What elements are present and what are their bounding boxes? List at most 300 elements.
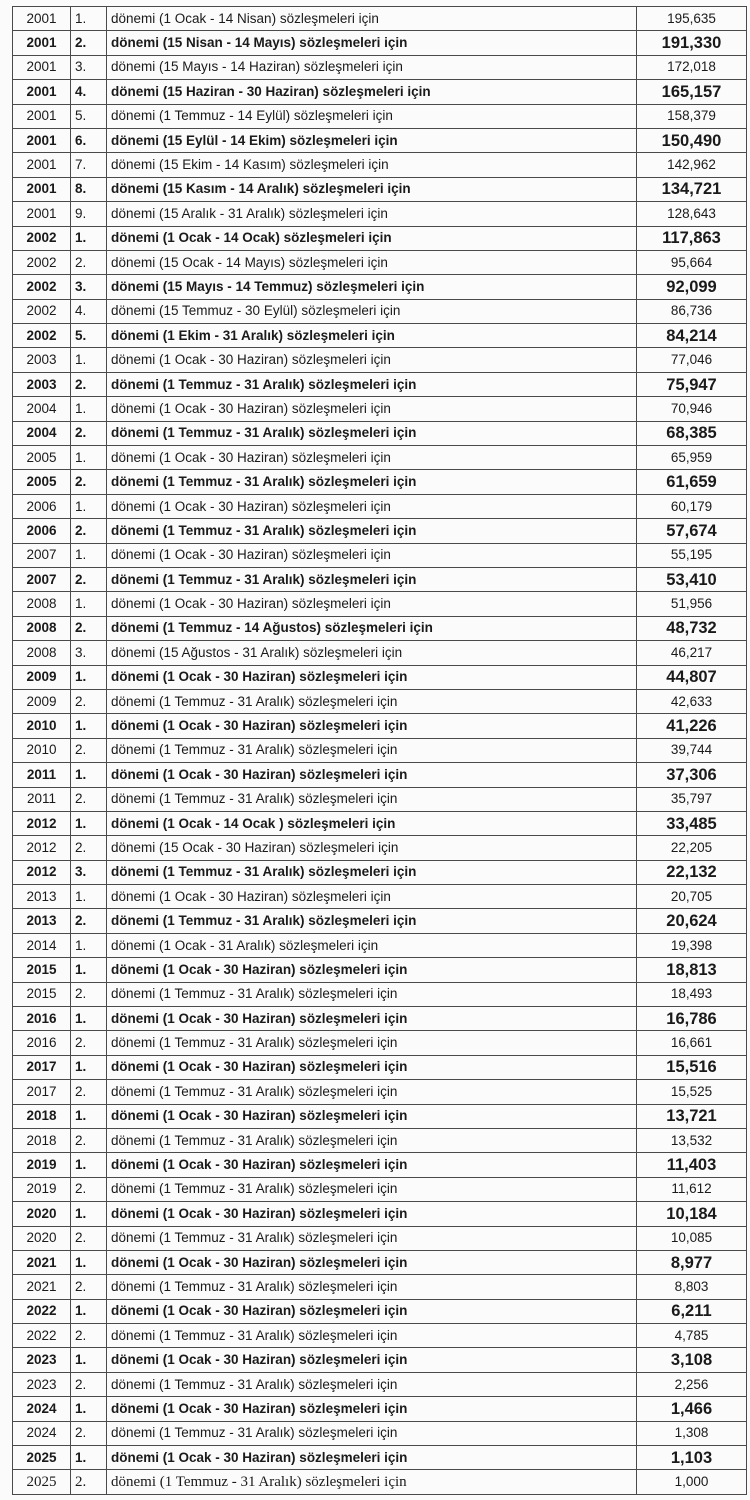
value-cell: 18,493 (637, 982, 747, 1006)
value-cell: 19,398 (637, 933, 747, 957)
period-number-cell: 2. (71, 1324, 107, 1348)
value-cell: 8,803 (637, 1275, 747, 1299)
table-row (13, 616, 747, 640)
period-number-cell: 1. (71, 714, 107, 738)
table-row (13, 250, 747, 274)
period-description-cell: dönemi (1 Ocak - 30 Haziran) sözleşmeleri için (107, 1299, 637, 1323)
period-description-cell: dönemi (1 Temmuz - 31 Aralık) sözleşmeleri için (107, 982, 637, 1006)
year-cell: 2008 (13, 592, 71, 616)
table-row (13, 763, 747, 787)
period-number-cell: 1. (71, 1202, 107, 1226)
period-description-cell: dönemi (1 Temmuz - 31 Aralık) sözleşmeleri için (107, 787, 637, 811)
table-row (13, 80, 747, 104)
period-description-cell: dönemi (1 Ocak - 30 Haziran) sözleşmeleri için (107, 1202, 637, 1226)
year-cell: 2019 (13, 1177, 71, 1201)
period-number-cell: 2. (71, 1080, 107, 1104)
value-cell: 1,000 (637, 1470, 747, 1494)
period-description-cell: dönemi (1 Ocak - 30 Haziran) sözleşmeleri için (107, 494, 637, 518)
period-description-cell: dönemi (1 Ocak - 14 Ocak) sözleşmeleri için (107, 226, 637, 250)
value-cell: 41,226 (637, 714, 747, 738)
table-row (13, 202, 747, 226)
table-row (13, 1007, 747, 1031)
period-number-cell: 2. (71, 470, 107, 494)
period-description-cell: dönemi (1 Ocak - 30 Haziran) sözleşmeleri için (107, 1397, 637, 1421)
year-cell: 2018 (13, 1128, 71, 1152)
table-row (13, 1177, 747, 1201)
period-number-cell: 1. (71, 1250, 107, 1274)
period-description-cell: dönemi (15 Kasım - 14 Aralık) sözleşmeleri için (107, 177, 637, 201)
period-description-cell: dönemi (1 Ocak - 14 Ocak ) sözleşmeleri için (107, 811, 637, 835)
period-number-cell: 1. (71, 1446, 107, 1470)
period-description-cell: dönemi (1 Ekim - 31 Aralık) sözleşmeleri için (107, 324, 637, 348)
period-number-cell: 2. (71, 689, 107, 713)
value-cell: 117,863 (637, 226, 747, 250)
value-cell: 95,664 (637, 250, 747, 274)
value-cell: 37,306 (637, 763, 747, 787)
period-description-cell: dönemi (1 Temmuz - 31 Aralık) sözleşmeleri için (107, 1031, 637, 1055)
year-cell: 2020 (13, 1202, 71, 1226)
period-number-cell: 1. (71, 1397, 107, 1421)
table-row (13, 836, 747, 860)
table-row (13, 543, 747, 567)
year-cell: 2017 (13, 1080, 71, 1104)
year-cell: 2013 (13, 885, 71, 909)
period-description-cell: dönemi (1 Temmuz - 31 Aralık) sözleşmeleri için (107, 909, 637, 933)
year-cell: 2025 (13, 1470, 71, 1494)
period-description-cell: dönemi (1 Ocak - 30 Haziran) sözleşmeleri için (107, 397, 637, 421)
period-number-cell: 3. (71, 55, 107, 79)
period-number-cell: 1. (71, 446, 107, 470)
year-cell: 2002 (13, 250, 71, 274)
value-cell: 13,721 (637, 1104, 747, 1128)
period-description-cell: dönemi (1 Temmuz - 31 Aralık) sözleşmeleri için (107, 1372, 637, 1396)
period-description-cell: dönemi (1 Ocak - 31 Aralık) sözleşmeleri için (107, 933, 637, 957)
period-number-cell: 1. (71, 1299, 107, 1323)
period-description-cell: dönemi (1 Ocak - 30 Haziran) sözleşmeleri için (107, 1055, 637, 1079)
period-description-cell: dönemi (1 Temmuz - 31 Aralık) sözleşmeleri için (107, 470, 637, 494)
value-cell: 128,643 (637, 202, 747, 226)
period-description-cell: dönemi (15 Ekim - 14 Kasım) sözleşmeleri için (107, 153, 637, 177)
year-cell: 2007 (13, 567, 71, 591)
table-row (13, 1397, 747, 1421)
value-cell: 165,157 (637, 80, 747, 104)
period-number-cell: 1. (71, 885, 107, 909)
period-number-cell: 1. (71, 1104, 107, 1128)
period-number-cell: 1. (71, 933, 107, 957)
value-cell: 15,525 (637, 1080, 747, 1104)
period-description-cell: dönemi (1 Temmuz - 31 Aralık) sözleşmeleri için (107, 567, 637, 591)
year-cell: 2011 (13, 787, 71, 811)
period-number-cell: 1. (71, 397, 107, 421)
year-cell: 2008 (13, 641, 71, 665)
year-cell: 2004 (13, 397, 71, 421)
value-cell: 2,256 (637, 1372, 747, 1396)
value-cell: 20,624 (637, 909, 747, 933)
period-number-cell: 1. (71, 543, 107, 567)
period-number-cell: 1. (71, 1153, 107, 1177)
value-cell: 86,736 (637, 299, 747, 323)
table-row (13, 811, 747, 835)
table-row (13, 128, 747, 152)
table-row (13, 1446, 747, 1470)
value-cell: 158,379 (637, 104, 747, 128)
year-cell: 2024 (13, 1397, 71, 1421)
year-cell: 2012 (13, 836, 71, 860)
period-description-cell: dönemi (15 Temmuz - 30 Eylül) sözleşmeleri için (107, 299, 637, 323)
value-cell: 20,705 (637, 885, 747, 909)
period-description-cell: dönemi (1 Temmuz - 31 Aralık) sözleşmeleri için (107, 1470, 637, 1494)
period-description-cell: dönemi (1 Ocak - 30 Haziran) sözleşmeleri için (107, 1348, 637, 1372)
period-description-cell: dönemi (15 Haziran - 30 Haziran) sözleşmeleri için (107, 80, 637, 104)
table-row (13, 933, 747, 957)
period-number-cell: 2. (71, 738, 107, 762)
period-description-cell: dönemi (1 Temmuz - 31 Aralık) sözleşmeleri için (107, 1128, 637, 1152)
table-row (13, 1275, 747, 1299)
table-row (13, 787, 747, 811)
period-description-cell: dönemi (1 Temmuz - 14 Eylül) sözleşmeleri için (107, 104, 637, 128)
table-row (13, 1202, 747, 1226)
table-row (13, 860, 747, 884)
table-row (13, 1348, 747, 1372)
year-cell: 2017 (13, 1055, 71, 1079)
period-description-cell: dönemi (1 Ocak - 30 Haziran) sözleşmeleri için (107, 446, 637, 470)
value-cell: 51,956 (637, 592, 747, 616)
period-number-cell: 1. (71, 958, 107, 982)
period-description-cell: dönemi (1 Temmuz - 31 Aralık) sözleşmeleri için (107, 421, 637, 445)
value-cell: 4,785 (637, 1324, 747, 1348)
value-cell: 77,046 (637, 348, 747, 372)
period-description-cell: dönemi (15 Ocak - 30 Haziran) sözleşmeleri için (107, 836, 637, 860)
period-description-cell: dönemi (1 Temmuz - 31 Aralık) sözleşmeleri için (107, 738, 637, 762)
period-number-cell: 1. (71, 1348, 107, 1372)
year-cell: 2001 (13, 80, 71, 104)
year-cell: 2008 (13, 616, 71, 640)
period-description-cell: dönemi (1 Ocak - 30 Haziran) sözleşmeleri için (107, 348, 637, 372)
period-number-cell: 7. (71, 153, 107, 177)
period-description-cell: dönemi (15 Ağustos - 31 Aralık) sözleşmeleri için (107, 641, 637, 665)
year-cell: 2001 (13, 7, 71, 31)
rate-table (12, 6, 747, 1495)
table-row (13, 1372, 747, 1396)
value-cell: 11,403 (637, 1153, 747, 1177)
year-cell: 2021 (13, 1275, 71, 1299)
period-description-cell: dönemi (1 Ocak - 30 Haziran) sözleşmeleri için (107, 543, 637, 567)
period-number-cell: 2. (71, 31, 107, 55)
period-number-cell: 1. (71, 763, 107, 787)
year-cell: 2001 (13, 153, 71, 177)
value-cell: 16,661 (637, 1031, 747, 1055)
year-cell: 2001 (13, 128, 71, 152)
year-cell: 2004 (13, 421, 71, 445)
table-row (13, 909, 747, 933)
year-cell: 2003 (13, 348, 71, 372)
period-number-cell: 1. (71, 1055, 107, 1079)
year-cell: 2018 (13, 1104, 71, 1128)
rate-table-body (13, 7, 747, 1495)
table-row (13, 324, 747, 348)
period-number-cell: 2. (71, 982, 107, 1006)
value-cell: 92,099 (637, 275, 747, 299)
value-cell: 6,211 (637, 1299, 747, 1323)
year-cell: 2023 (13, 1348, 71, 1372)
table-row (13, 153, 747, 177)
value-cell: 172,018 (637, 55, 747, 79)
value-cell: 55,195 (637, 543, 747, 567)
period-number-cell: 1. (71, 7, 107, 31)
table-row (13, 982, 747, 1006)
period-description-cell: dönemi (1 Temmuz - 31 Aralık) sözleşmeleri için (107, 1177, 637, 1201)
value-cell: 42,633 (637, 689, 747, 713)
period-number-cell: 2. (71, 1226, 107, 1250)
period-description-cell: dönemi (1 Temmuz - 31 Aralık) sözleşmeleri için (107, 372, 637, 396)
table-row (13, 226, 747, 250)
table-row (13, 1104, 747, 1128)
period-number-cell: 4. (71, 80, 107, 104)
table-row (13, 55, 747, 79)
table-row (13, 592, 747, 616)
value-cell: 22,205 (637, 836, 747, 860)
value-cell: 61,659 (637, 470, 747, 494)
value-cell: 8,977 (637, 1250, 747, 1274)
period-description-cell: dönemi (1 Ocak - 30 Haziran) sözleşmeleri için (107, 714, 637, 738)
table-row (13, 1250, 747, 1274)
period-number-cell: 2. (71, 1128, 107, 1152)
table-row (13, 31, 747, 55)
value-cell: 53,410 (637, 567, 747, 591)
year-cell: 2002 (13, 226, 71, 250)
table-row (13, 1153, 747, 1177)
table-row (13, 641, 747, 665)
value-cell: 22,132 (637, 860, 747, 884)
value-cell: 150,490 (637, 128, 747, 152)
year-cell: 2005 (13, 446, 71, 470)
value-cell: 3,108 (637, 1348, 747, 1372)
table-row (13, 470, 747, 494)
table-row (13, 7, 747, 31)
table-row (13, 348, 747, 372)
period-number-cell: 2. (71, 567, 107, 591)
value-cell: 191,330 (637, 31, 747, 55)
year-cell: 2025 (13, 1446, 71, 1470)
period-description-cell: dönemi (1 Temmuz - 31 Aralık) sözleşmeleri için (107, 1421, 637, 1445)
year-cell: 2012 (13, 811, 71, 835)
table-row (13, 446, 747, 470)
table-row (13, 1299, 747, 1323)
period-description-cell: dönemi (1 Temmuz - 31 Aralık) sözleşmeleri için (107, 1226, 637, 1250)
value-cell: 35,797 (637, 787, 747, 811)
period-description-cell: dönemi (1 Ocak - 14 Nisan) sözleşmeleri için (107, 7, 637, 31)
period-number-cell: 2. (71, 1177, 107, 1201)
year-cell: 2021 (13, 1250, 71, 1274)
year-cell: 2012 (13, 860, 71, 884)
period-description-cell: dönemi (1 Ocak - 30 Haziran) sözleşmeleri için (107, 1007, 637, 1031)
period-description-cell: dönemi (1 Ocak - 30 Haziran) sözleşmeleri için (107, 665, 637, 689)
period-description-cell: dönemi (15 Ocak - 14 Mayıs) sözleşmeleri için (107, 250, 637, 274)
value-cell: 70,946 (637, 397, 747, 421)
period-number-cell: 2. (71, 616, 107, 640)
value-cell: 195,635 (637, 7, 747, 31)
table-row (13, 567, 747, 591)
period-number-cell: 1. (71, 226, 107, 250)
value-cell: 39,744 (637, 738, 747, 762)
year-cell: 2007 (13, 543, 71, 567)
table-row (13, 1080, 747, 1104)
table-row (13, 1324, 747, 1348)
table-row (13, 1128, 747, 1152)
period-number-cell: 1. (71, 592, 107, 616)
period-number-cell: 3. (71, 641, 107, 665)
period-number-cell: 2. (71, 250, 107, 274)
table-row (13, 372, 747, 396)
period-number-cell: 1. (71, 494, 107, 518)
period-number-cell: 1. (71, 348, 107, 372)
period-description-cell: dönemi (1 Temmuz - 31 Aralık) sözleşmeleri için (107, 519, 637, 543)
period-description-cell: dönemi (1 Temmuz - 31 Aralık) sözleşmeleri için (107, 689, 637, 713)
year-cell: 2009 (13, 665, 71, 689)
year-cell: 2015 (13, 958, 71, 982)
table-row (13, 275, 747, 299)
year-cell: 2011 (13, 763, 71, 787)
table-row (13, 104, 747, 128)
year-cell: 2006 (13, 519, 71, 543)
table-row (13, 299, 747, 323)
year-cell: 2010 (13, 738, 71, 762)
year-cell: 2001 (13, 202, 71, 226)
period-description-cell: dönemi (1 Temmuz - 14 Ağustos) sözleşmeleri için (107, 616, 637, 640)
value-cell: 18,813 (637, 958, 747, 982)
period-number-cell: 2. (71, 909, 107, 933)
period-number-cell: 2. (71, 372, 107, 396)
year-cell: 2020 (13, 1226, 71, 1250)
value-cell: 65,959 (637, 446, 747, 470)
period-description-cell: dönemi (1 Ocak - 30 Haziran) sözleşmeleri için (107, 1104, 637, 1128)
table-row (13, 1470, 747, 1494)
period-number-cell: 2. (71, 1372, 107, 1396)
period-number-cell: 2. (71, 1031, 107, 1055)
period-description-cell: dönemi (15 Nisan - 14 Mayıs) sözleşmeleri için (107, 31, 637, 55)
table-row (13, 177, 747, 201)
year-cell: 2002 (13, 275, 71, 299)
table-row (13, 494, 747, 518)
period-number-cell: 2. (71, 421, 107, 445)
table-row (13, 714, 747, 738)
period-number-cell: 2. (71, 1421, 107, 1445)
table-row (13, 738, 747, 762)
year-cell: 2015 (13, 982, 71, 1006)
table-row (13, 519, 747, 543)
year-cell: 2023 (13, 1372, 71, 1396)
year-cell: 2001 (13, 31, 71, 55)
year-cell: 2003 (13, 372, 71, 396)
period-number-cell: 2. (71, 519, 107, 543)
period-description-cell: dönemi (1 Ocak - 30 Haziran) sözleşmeleri için (107, 763, 637, 787)
value-cell: 11,612 (637, 1177, 747, 1201)
period-description-cell: dönemi (1 Ocak - 30 Haziran) sözleşmeleri için (107, 1446, 637, 1470)
value-cell: 60,179 (637, 494, 747, 518)
year-cell: 2001 (13, 177, 71, 201)
period-description-cell: dönemi (15 Eylül - 14 Ekim) sözleşmeleri için (107, 128, 637, 152)
value-cell: 142,962 (637, 153, 747, 177)
year-cell: 2005 (13, 470, 71, 494)
period-number-cell: 5. (71, 104, 107, 128)
period-number-cell: 2. (71, 1275, 107, 1299)
period-description-cell: dönemi (1 Temmuz - 31 Aralık) sözleşmeleri için (107, 1324, 637, 1348)
year-cell: 2014 (13, 933, 71, 957)
value-cell: 46,217 (637, 641, 747, 665)
value-cell: 84,214 (637, 324, 747, 348)
period-number-cell: 3. (71, 860, 107, 884)
period-number-cell: 9. (71, 202, 107, 226)
value-cell: 44,807 (637, 665, 747, 689)
year-cell: 2016 (13, 1007, 71, 1031)
table-row (13, 1031, 747, 1055)
value-cell: 134,721 (637, 177, 747, 201)
period-number-cell: 2. (71, 836, 107, 860)
period-number-cell: 5. (71, 324, 107, 348)
period-description-cell: dönemi (1 Temmuz - 31 Aralık) sözleşmeleri için (107, 1080, 637, 1104)
value-cell: 48,732 (637, 616, 747, 640)
period-description-cell: dönemi (1 Temmuz - 31 Aralık) sözleşmeleri için (107, 860, 637, 884)
value-cell: 10,184 (637, 1202, 747, 1226)
period-description-cell: dönemi (15 Mayıs - 14 Haziran) sözleşmeleri için (107, 55, 637, 79)
period-description-cell: dönemi (1 Ocak - 30 Haziran) sözleşmeleri için (107, 1153, 637, 1177)
period-number-cell: 2. (71, 1470, 107, 1494)
period-description-cell: dönemi (1 Ocak - 30 Haziran) sözleşmeleri için (107, 958, 637, 982)
year-cell: 2022 (13, 1299, 71, 1323)
table-row (13, 958, 747, 982)
period-number-cell: 4. (71, 299, 107, 323)
value-cell: 75,947 (637, 372, 747, 396)
period-description-cell: dönemi (15 Mayıs - 14 Temmuz) sözleşmeleri için (107, 275, 637, 299)
value-cell: 57,674 (637, 519, 747, 543)
table-row (13, 1421, 747, 1445)
value-cell: 13,532 (637, 1128, 747, 1152)
period-number-cell: 1. (71, 1007, 107, 1031)
table-row (13, 885, 747, 909)
year-cell: 2002 (13, 299, 71, 323)
year-cell: 2006 (13, 494, 71, 518)
table-row (13, 665, 747, 689)
table-row (13, 689, 747, 713)
year-cell: 2010 (13, 714, 71, 738)
period-number-cell: 2. (71, 787, 107, 811)
period-description-cell: dönemi (1 Temmuz - 31 Aralık) sözleşmeleri için (107, 1275, 637, 1299)
period-description-cell: dönemi (1 Ocak - 30 Haziran) sözleşmeleri için (107, 592, 637, 616)
year-cell: 2024 (13, 1421, 71, 1445)
period-number-cell: 1. (71, 811, 107, 835)
table-row (13, 1226, 747, 1250)
value-cell: 1,308 (637, 1421, 747, 1445)
table-row (13, 1055, 747, 1079)
year-cell: 2001 (13, 104, 71, 128)
table-row (13, 397, 747, 421)
table-row (13, 421, 747, 445)
value-cell: 68,385 (637, 421, 747, 445)
year-cell: 2001 (13, 55, 71, 79)
period-description-cell: dönemi (15 Aralık - 31 Aralık) sözleşmeleri için (107, 202, 637, 226)
period-description-cell: dönemi (1 Ocak - 30 Haziran) sözleşmeleri için (107, 1250, 637, 1274)
value-cell: 1,103 (637, 1446, 747, 1470)
year-cell: 2019 (13, 1153, 71, 1177)
value-cell: 16,786 (637, 1007, 747, 1031)
value-cell: 10,085 (637, 1226, 747, 1250)
year-cell: 2022 (13, 1324, 71, 1348)
value-cell: 1,466 (637, 1397, 747, 1421)
period-number-cell: 1. (71, 665, 107, 689)
value-cell: 33,485 (637, 811, 747, 835)
period-number-cell: 3. (71, 275, 107, 299)
year-cell: 2016 (13, 1031, 71, 1055)
